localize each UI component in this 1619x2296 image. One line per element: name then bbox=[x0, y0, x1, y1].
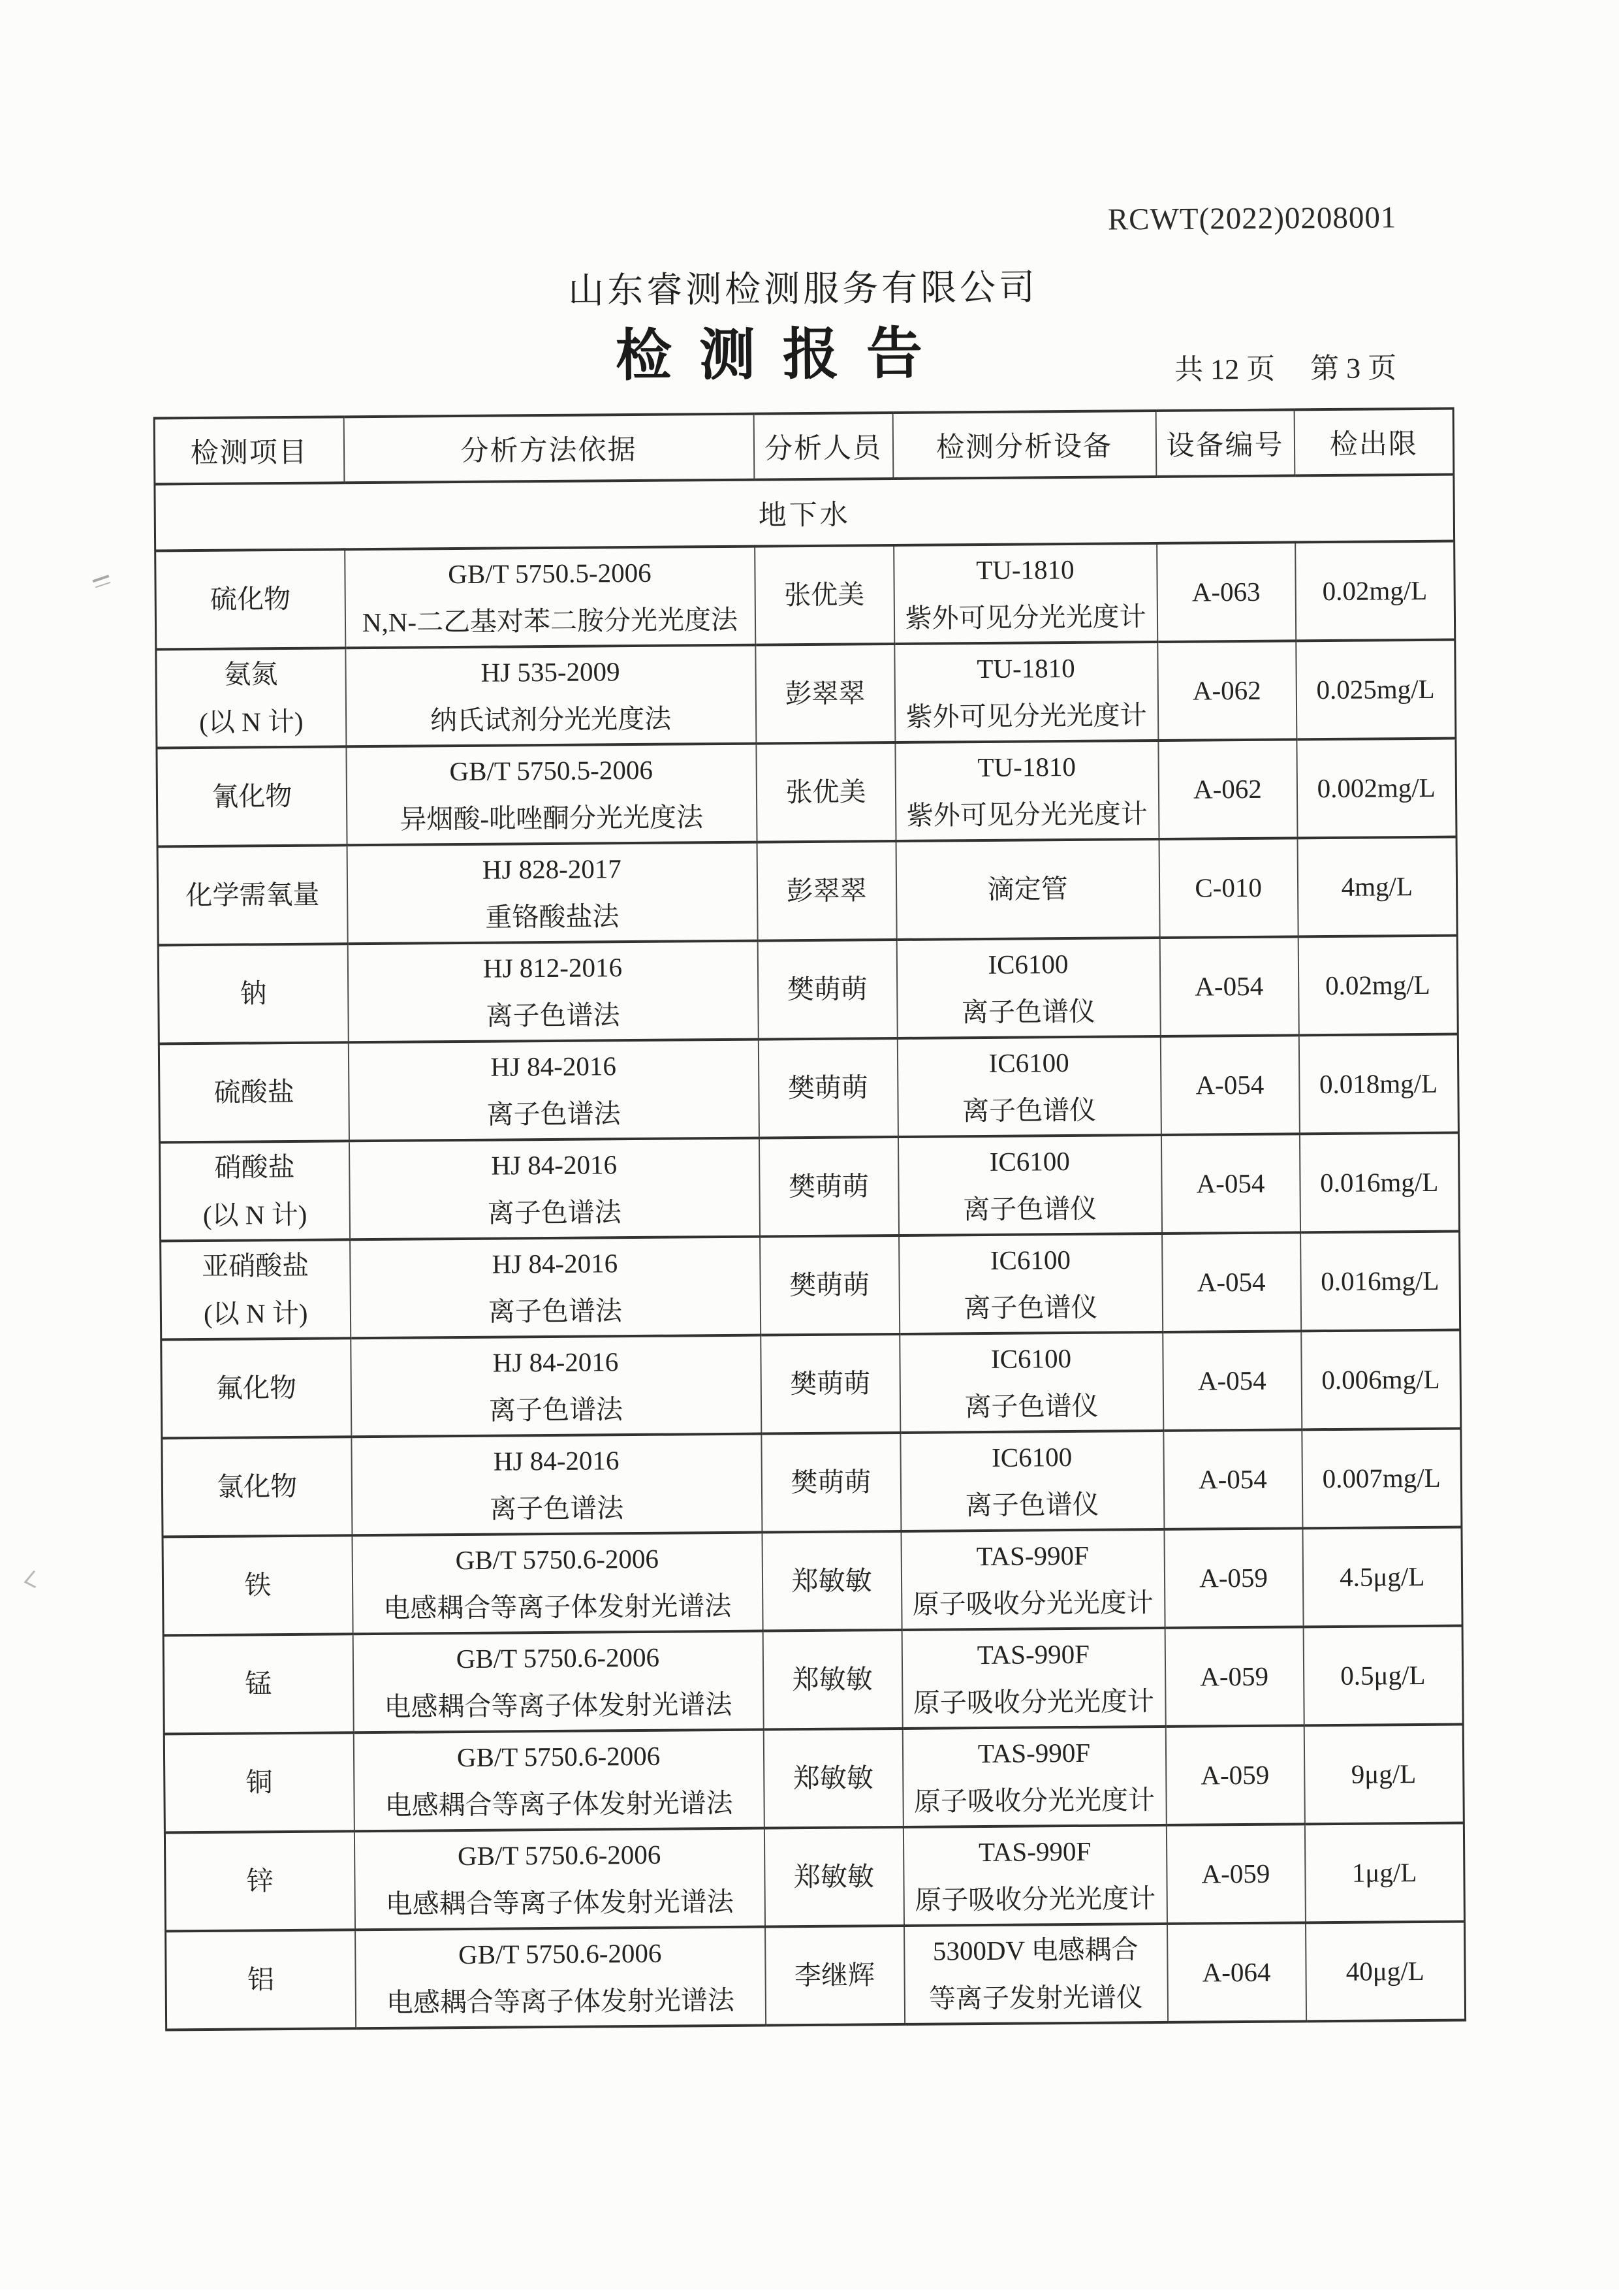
cell-equipment: TU-1810 紫外可见分光光度计 bbox=[894, 543, 1157, 644]
cell-detection-limit: 0.016mg/L bbox=[1299, 1133, 1459, 1233]
cell-method: GB/T 5750.6-2006 电感耦合等离子体发射光谱法 bbox=[352, 1533, 762, 1634]
cell-analyst: 李继辉 bbox=[765, 1926, 905, 2026]
cell-analyst: 樊萌萌 bbox=[761, 1334, 900, 1434]
cell-item: 硝酸盐 (以 N 计) bbox=[159, 1141, 349, 1241]
cell-equipment-no: A-064 bbox=[1167, 1922, 1306, 2022]
cell-method: GB/T 5750.6-2006 电感耦合等离子体发射光谱法 bbox=[353, 1730, 764, 1832]
cell-equipment: IC6100 离子色谱仪 bbox=[898, 1135, 1161, 1236]
cell-method: HJ 84-2016 离子色谱法 bbox=[348, 1040, 759, 1141]
report-number: RCWT(2022)0208001 bbox=[1108, 200, 1397, 237]
cell-item: 钠 bbox=[158, 944, 348, 1044]
cell-analyst: 彭翠翠 bbox=[757, 841, 896, 941]
company-name: 山东睿测检测服务有限公司 bbox=[0, 254, 1612, 318]
cell-equipment-no: A-062 bbox=[1158, 739, 1297, 839]
table-header-row bbox=[154, 409, 1454, 485]
cell-equipment: IC6100 离子色谱仪 bbox=[897, 1036, 1161, 1137]
section-label: 地下水 bbox=[155, 475, 1454, 551]
cell-analyst: 樊萌萌 bbox=[758, 1038, 898, 1138]
cell-analyst: 樊萌萌 bbox=[759, 1137, 898, 1237]
cell-method: HJ 828-2017 重铬酸盐法 bbox=[347, 842, 757, 944]
cell-detection-limit: 0.02mg/L bbox=[1298, 936, 1458, 1036]
cell-item: 亚硝酸盐 (以 N 计) bbox=[161, 1239, 351, 1339]
table-row bbox=[155, 541, 1455, 650]
cell-item: 化学需氧量 bbox=[157, 845, 347, 945]
table-row bbox=[157, 739, 1456, 847]
cell-method: GB/T 5750.6-2006 电感耦合等离子体发射光谱法 bbox=[354, 1828, 764, 1930]
cell-detection-limit: 0.018mg/L bbox=[1298, 1034, 1458, 1134]
column-header-equipment-no: 设备编号 bbox=[1155, 409, 1295, 477]
cell-analyst: 樊萌萌 bbox=[760, 1236, 900, 1335]
cell-method: GB/T 5750.6-2006 电感耦合等离子体发射光谱法 bbox=[353, 1631, 763, 1733]
cell-item: 铁 bbox=[163, 1535, 353, 1635]
cell-equipment-no: A-059 bbox=[1165, 1725, 1304, 1825]
cell-method: HJ 84-2016 离子色谱法 bbox=[350, 1237, 761, 1339]
cell-analyst: 郑敏敏 bbox=[763, 1729, 903, 1828]
table-row bbox=[157, 837, 1457, 946]
total-pages: 共 12 页 bbox=[1174, 353, 1275, 386]
cell-item: 氨氮 (以 N 计) bbox=[156, 648, 346, 748]
cell-item: 氟化物 bbox=[161, 1338, 351, 1438]
table-row bbox=[165, 1823, 1464, 1932]
column-header-equipment: 检测分析设备 bbox=[892, 411, 1156, 479]
cell-analyst: 樊萌萌 bbox=[757, 940, 897, 1040]
cell-equipment-no: A-062 bbox=[1157, 641, 1297, 741]
cell-equipment: IC6100 离子色谱仪 bbox=[900, 1431, 1164, 1531]
table-row bbox=[159, 1133, 1459, 1241]
cell-detection-limit: 0.025mg/L bbox=[1296, 640, 1456, 740]
cell-equipment-no: A-054 bbox=[1159, 936, 1298, 1036]
section-row bbox=[155, 475, 1454, 551]
test-report-table bbox=[153, 407, 1466, 2032]
cell-analyst: 郑敏敏 bbox=[762, 1630, 902, 1730]
table-row bbox=[163, 1527, 1462, 1636]
cell-analyst: 郑敏敏 bbox=[762, 1531, 902, 1631]
cell-method: HJ 535-2009 纳氏试剂分光光度法 bbox=[345, 645, 756, 747]
column-header-analyst: 分析人员 bbox=[753, 413, 893, 480]
cell-method: GB/T 5750.6-2006 电感耦合等离子体发射光谱法 bbox=[355, 1927, 766, 2029]
cell-equipment: TAS-990F 原子吸收分光光度计 bbox=[902, 1628, 1165, 1729]
column-header-item: 检测项目 bbox=[154, 417, 344, 484]
cell-equipment: IC6100 离子色谱仪 bbox=[896, 938, 1160, 1038]
cell-analyst: 樊萌萌 bbox=[761, 1433, 901, 1533]
cell-equipment-no: A-054 bbox=[1162, 1232, 1301, 1332]
cell-method: HJ 84-2016 离子色谱法 bbox=[349, 1138, 759, 1240]
cell-equipment-no: A-059 bbox=[1165, 1627, 1304, 1727]
scan-artifact bbox=[24, 1571, 45, 1588]
cell-equipment-no: A-054 bbox=[1160, 1035, 1299, 1135]
cell-detection-limit: 4mg/L bbox=[1297, 837, 1457, 937]
cell-equipment: 滴定管 bbox=[896, 839, 1159, 940]
cell-equipment: TAS-990F 原子吸收分光光度计 bbox=[902, 1727, 1166, 1827]
cell-equipment: IC6100 离子色谱仪 bbox=[899, 1234, 1163, 1334]
table-row bbox=[163, 1626, 1463, 1734]
table-row bbox=[164, 1725, 1464, 1833]
cell-equipment-no: A-054 bbox=[1163, 1429, 1302, 1529]
cell-detection-limit: 0.016mg/L bbox=[1300, 1232, 1460, 1331]
cell-item: 氯化物 bbox=[162, 1437, 352, 1537]
cell-item: 锌 bbox=[165, 1831, 354, 1931]
table-row bbox=[158, 936, 1458, 1044]
table-row bbox=[161, 1232, 1460, 1340]
cell-equipment-no: A-054 bbox=[1161, 1134, 1300, 1234]
current-page: 第 3 页 bbox=[1310, 352, 1396, 385]
cell-detection-limit: 0.5μg/L bbox=[1303, 1626, 1463, 1726]
table-row bbox=[166, 1922, 1466, 2030]
cell-item: 铜 bbox=[164, 1732, 354, 1832]
cell-item: 硫化物 bbox=[155, 549, 345, 649]
table-row bbox=[162, 1429, 1462, 1537]
page-info bbox=[1174, 344, 1396, 388]
cell-equipment-no: A-059 bbox=[1164, 1528, 1303, 1628]
cell-item: 硫酸盐 bbox=[159, 1042, 349, 1142]
cell-analyst: 郑敏敏 bbox=[764, 1827, 904, 1927]
scan-artifact bbox=[93, 575, 110, 582]
column-header-method: 分析方法依据 bbox=[343, 414, 754, 483]
cell-item: 锰 bbox=[163, 1634, 353, 1734]
cell-detection-limit: 0.02mg/L bbox=[1295, 541, 1455, 641]
cell-analyst: 张优美 bbox=[756, 742, 896, 842]
cell-analyst: 张优美 bbox=[755, 545, 894, 645]
cell-detection-limit: 0.007mg/L bbox=[1302, 1429, 1462, 1529]
cell-detection-limit: 0.006mg/L bbox=[1301, 1330, 1461, 1430]
cell-item: 铝 bbox=[166, 1930, 356, 2030]
cell-item: 氰化物 bbox=[157, 746, 347, 846]
table-row bbox=[161, 1330, 1461, 1439]
cell-method: HJ 812-2016 离子色谱法 bbox=[347, 941, 758, 1043]
cell-equipment-no: A-059 bbox=[1166, 1824, 1305, 1924]
cell-detection-limit: 1μg/L bbox=[1304, 1823, 1464, 1923]
cell-detection-limit: 9μg/L bbox=[1304, 1725, 1464, 1825]
cell-equipment-no: C-010 bbox=[1159, 838, 1298, 938]
cell-equipment: IC6100 离子色谱仪 bbox=[900, 1332, 1163, 1433]
cell-equipment-no: A-054 bbox=[1163, 1331, 1302, 1431]
cell-equipment: TAS-990F 原子吸收分光光度计 bbox=[903, 1825, 1167, 1926]
cell-method: HJ 84-2016 离子色谱法 bbox=[351, 1335, 761, 1437]
cell-detection-limit: 0.002mg/L bbox=[1297, 739, 1456, 838]
cell-method: HJ 84-2016 离子色谱法 bbox=[351, 1434, 762, 1536]
cell-equipment: TU-1810 紫外可见分光光度计 bbox=[894, 642, 1158, 742]
cell-equipment: TU-1810 紫外可见分光光度计 bbox=[895, 741, 1159, 841]
cell-equipment: TAS-990F 原子吸收分光光度计 bbox=[901, 1529, 1165, 1630]
cell-analyst: 彭翠翠 bbox=[755, 644, 895, 744]
cell-method: GB/T 5750.5-2006 N,N-二乙基对苯二胺分光光度法 bbox=[345, 547, 755, 648]
report-title: 检测报告 bbox=[616, 323, 951, 387]
column-header-detection-limit: 检出限 bbox=[1294, 409, 1454, 476]
cell-detection-limit: 40μg/L bbox=[1305, 1922, 1465, 2022]
table-row bbox=[156, 640, 1456, 748]
cell-equipment: 5300DV 电感耦合 等离子发射光谱仪 bbox=[904, 1924, 1168, 2024]
cell-detection-limit: 4.5μg/L bbox=[1302, 1527, 1462, 1627]
table-row bbox=[159, 1034, 1458, 1143]
cell-method: GB/T 5750.5-2006 异烟酸-吡唑酮分光光度法 bbox=[346, 744, 757, 846]
cell-equipment-no: A-063 bbox=[1157, 542, 1296, 642]
